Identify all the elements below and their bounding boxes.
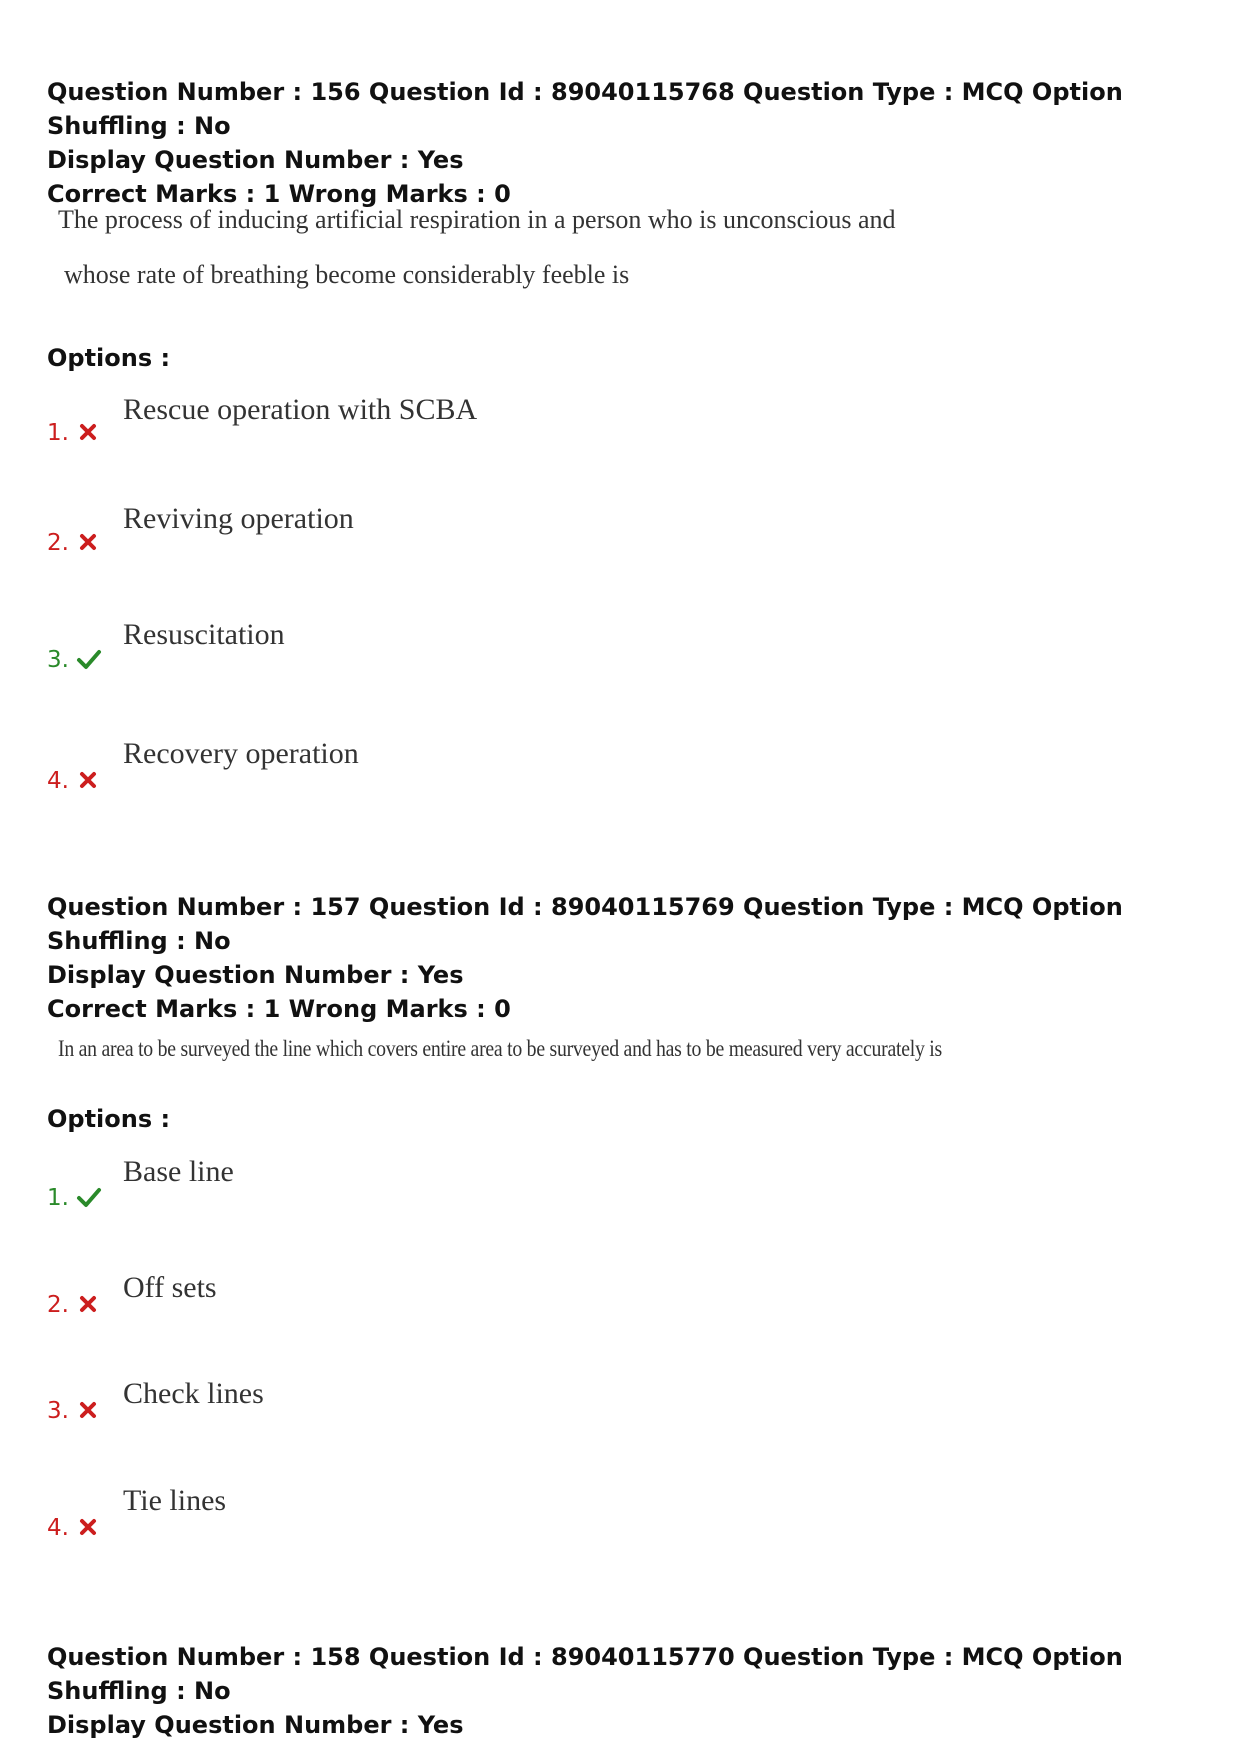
question-header-line: Question Number : 158 Question Id : 89040115770 Question Type : MCQ Option Shuffling : No: [47, 1643, 1123, 1705]
question-header-line: Display Question Number : Yes: [47, 961, 464, 989]
option-text: Base line: [123, 1155, 234, 1188]
option-text: Off sets: [123, 1271, 217, 1304]
options-label: Options :: [47, 344, 171, 372]
option-number: 3.: [47, 1398, 69, 1424]
option-number: 4.: [47, 1515, 69, 1541]
cross-icon: [77, 531, 99, 553]
option-number: 2.: [47, 1292, 69, 1318]
cross-icon: [77, 421, 99, 443]
question-header-line: Question Number : 156 Question Id : 89040115768 Question Type : MCQ Option Shuffling : No: [47, 78, 1123, 140]
cross-icon: [77, 1293, 99, 1315]
question-stem-line: whose rate of breathing become considerably feeble is: [64, 260, 630, 289]
question-header-line: Display Question Number : Yes: [47, 1711, 464, 1739]
cross-icon: [77, 1516, 99, 1538]
question-marks: Correct Marks : 1 Wrong Marks : 0: [47, 180, 511, 208]
option-text: Rescue operation with SCBA: [123, 393, 478, 426]
option-text: Recovery operation: [123, 737, 359, 770]
option-number: 1.: [47, 420, 69, 446]
question-header: [47, 1640, 1207, 1742]
question-marks: Correct Marks : 1 Wrong Marks : 0: [47, 995, 511, 1023]
question-stem-line: In an area to be surveyed the line which covers entire area to be surveyed and has to be measured very accurately is: [58, 1036, 942, 1061]
question-header-line: Display Question Number : Yes: [47, 146, 464, 174]
option-text: Resuscitation: [123, 618, 285, 651]
option-number: 4.: [47, 768, 69, 794]
check-icon: [76, 648, 102, 670]
option-number: 1.: [47, 1185, 69, 1211]
question-stem-line: The process of inducing artificial respiration in a person who is unconscious and: [58, 205, 896, 234]
options-label: Options :: [47, 1105, 171, 1133]
cross-icon: [77, 769, 99, 791]
option-text: Tie lines: [123, 1484, 227, 1517]
check-icon: [76, 1186, 102, 1208]
option-text: Reviving operation: [123, 502, 354, 535]
question-header: [47, 890, 1207, 1026]
question-header-line: Question Number : 157 Question Id : 89040115769 Question Type : MCQ Option Shuffling : No: [47, 893, 1123, 955]
option-text: Check lines: [123, 1377, 264, 1410]
option-number: 2.: [47, 530, 69, 556]
option-number: 3.: [47, 647, 69, 673]
cross-icon: [77, 1399, 99, 1421]
question-header: [47, 75, 1207, 211]
